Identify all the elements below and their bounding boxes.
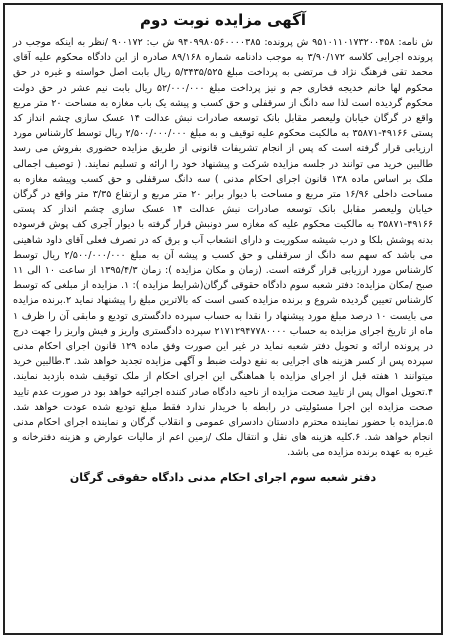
auction-notice (3, 3, 443, 635)
notice-body: ش نامه: ۹۵۱۰۱۱۰۱۷۳۲۰۰۴۵۸ ش پرونده: ۹۴۰۹۹۸۰۵۶۰۰۰۰۳۸۵ ش ب: ۹۰۰۱۷۲ /نظر به اینکه موجب در پرونده اجرایی کلاسه ۳/۹۰/۱۷۲ به موجب دادنامه شماره ۸۹/۱۶۸ صادره از این دادگاه محکوم علیه آقای محمد تقی فرهنگ نژاد ف مرتضی به پرداخت مبلغ ۵/۳۴۳۵/۵۲۵ ریال بابت اصل خواسته و غیره در حق محکوم لها خانم خدیجه فخاری جم و نیز پرداخت مبلغ ۵۲/۰۰۰/۰۰۰ ریال بابت نیم عشر در حق دولت محکوم گردیده است لذا سه دانگ از سرقفلی و حق کسب و پیشه یک باب مغازه به مساحت ۲۰ متر مربع واقع در گرگان خیابان ولیعصر مقابل بانک توسعه صادرات نبش عدالت ۱۴ عسک سازی چشم انداز کد پستی ۴۹۱۶۶-۳۵۸۷۱ به مالکیت محکوم علیه توقیف و به مبلغ ۲/۵۰۰/۰۰۰/۰۰۰ ریال توسط کارشناس مورد ارزیابی قرار گرفته است که پس از انجام تشریفات قانونی از طریق مزایده حضوری بفروش می رسد طالبین خرید می توانند در جلسه مزایده شرکت و پیشنهاد خود را ارائه و تسلیم نمایند. ( توصیف اجمالی ملک بر اساس ماده ۱۳۸ قانون اجرای احکام مدنی ) سه دانگ سرقفلی و حق کسب وپیشه مغازه به مساحت داخلی ۱۶/۹۶ متر مربع و مساحت با دیوار برابر ۲۰ متر مربع و ارتفاع ۳/۳۵ متر واقع در گرگان خیابان ولیعصر مقابل بانک توسعه صادرات نبش عدالت ۱۴ عسک سازی چشم انداز کد پستی ۴۹۱۶۶-۳۵۸۷۱ به مالکیت محکوم علیه که مغازه سر دونبش قرار گرفته با دیوار آجری کف پوش فرسوده بدنه پوشش بلکا و درب شیشه سکوریت و دارای انشعاب آب و برق که در تصرف فعلی آقای داود شاهینی می باشد که سهم سه دانگ از سرقفلی و حق کسب و پیشه آن به مبلغ ۲/۵۰۰/۰۰۰/۰۰۰ ریال توسط کارشناس مورد ارزیابی قرار گرفته است. (زمان و مکان مزایده ): زمان ۱۳۹۵/۴/۳ از ساعت ۱۰ الی ۱۱ صبح /مکان مزایده: دفتر شعبه سوم دادگاه حقوقی گرگان(شرایط مزایده ): ۱. مزایده از مبلغی که توسط کارشناس تعیین گردیده شروع و برنده مزایده کسی است که بالاترین مبلغ را پیشنهاد نماید ۲.برنده مزایده می بایست ۱۰ درصد مبلغ مورد پیشنهاد را نقدا به حساب سپرده دادگستری تودیع و مابقی آن را ظرف ۱ ماه از تاریخ اجرای مزایده به حساب ۲۱۷۱۲۹۴۷۷۸۰۰۰۰ سپرده دادگستری واریز و فیش واریز را جهت درج در پرونده ارائه و تحویل دفتر شعبه نماید در غیر این صورت وفق ماده ۱۲۹ قانون اجرای احکام مدنی سپرده پس از کسر هزینه های اجرایی به نفع دولت ضبط و آگهی مزایده تجدید خواهد شد. ۳.طالبین خرید میتوانند ۱ هفته قبل از اجرای مزایده با هماهنگی این اجرای احکام از ملک توقیف شده بازدید نمایند. ۴.تحویل اموال پس از تایید صحت مزایده از ناحیه دادگاه صادر کننده اجرائیه خواهد بود در صورت عدم تایید صحت مزایده این اجرا مسئولیتی در رابطه با خریدار ندارد فقط مبلغ تودیع شده عودت خواهد شد. ۵.مزایده با حضور نماینده محترم دادستان دادسرای عمومی و انقلاب گرگان و نماینده اجرای احکام مدنی انجام خواهد شد. ۶.کلیه هزینه های نقل و انتقال ملک /زمین اعم از مالیات عوارض و هزینه دفترخانه و غیره به عهده برنده مزایده می باشد. (13, 37, 434, 459)
notice-footer: دفتر شعبه سوم اجرای احکام مدنی دادگاه حقوقی گرگان (69, 470, 377, 484)
notice-title: آگهی مزایده نوبت دوم (139, 11, 307, 29)
